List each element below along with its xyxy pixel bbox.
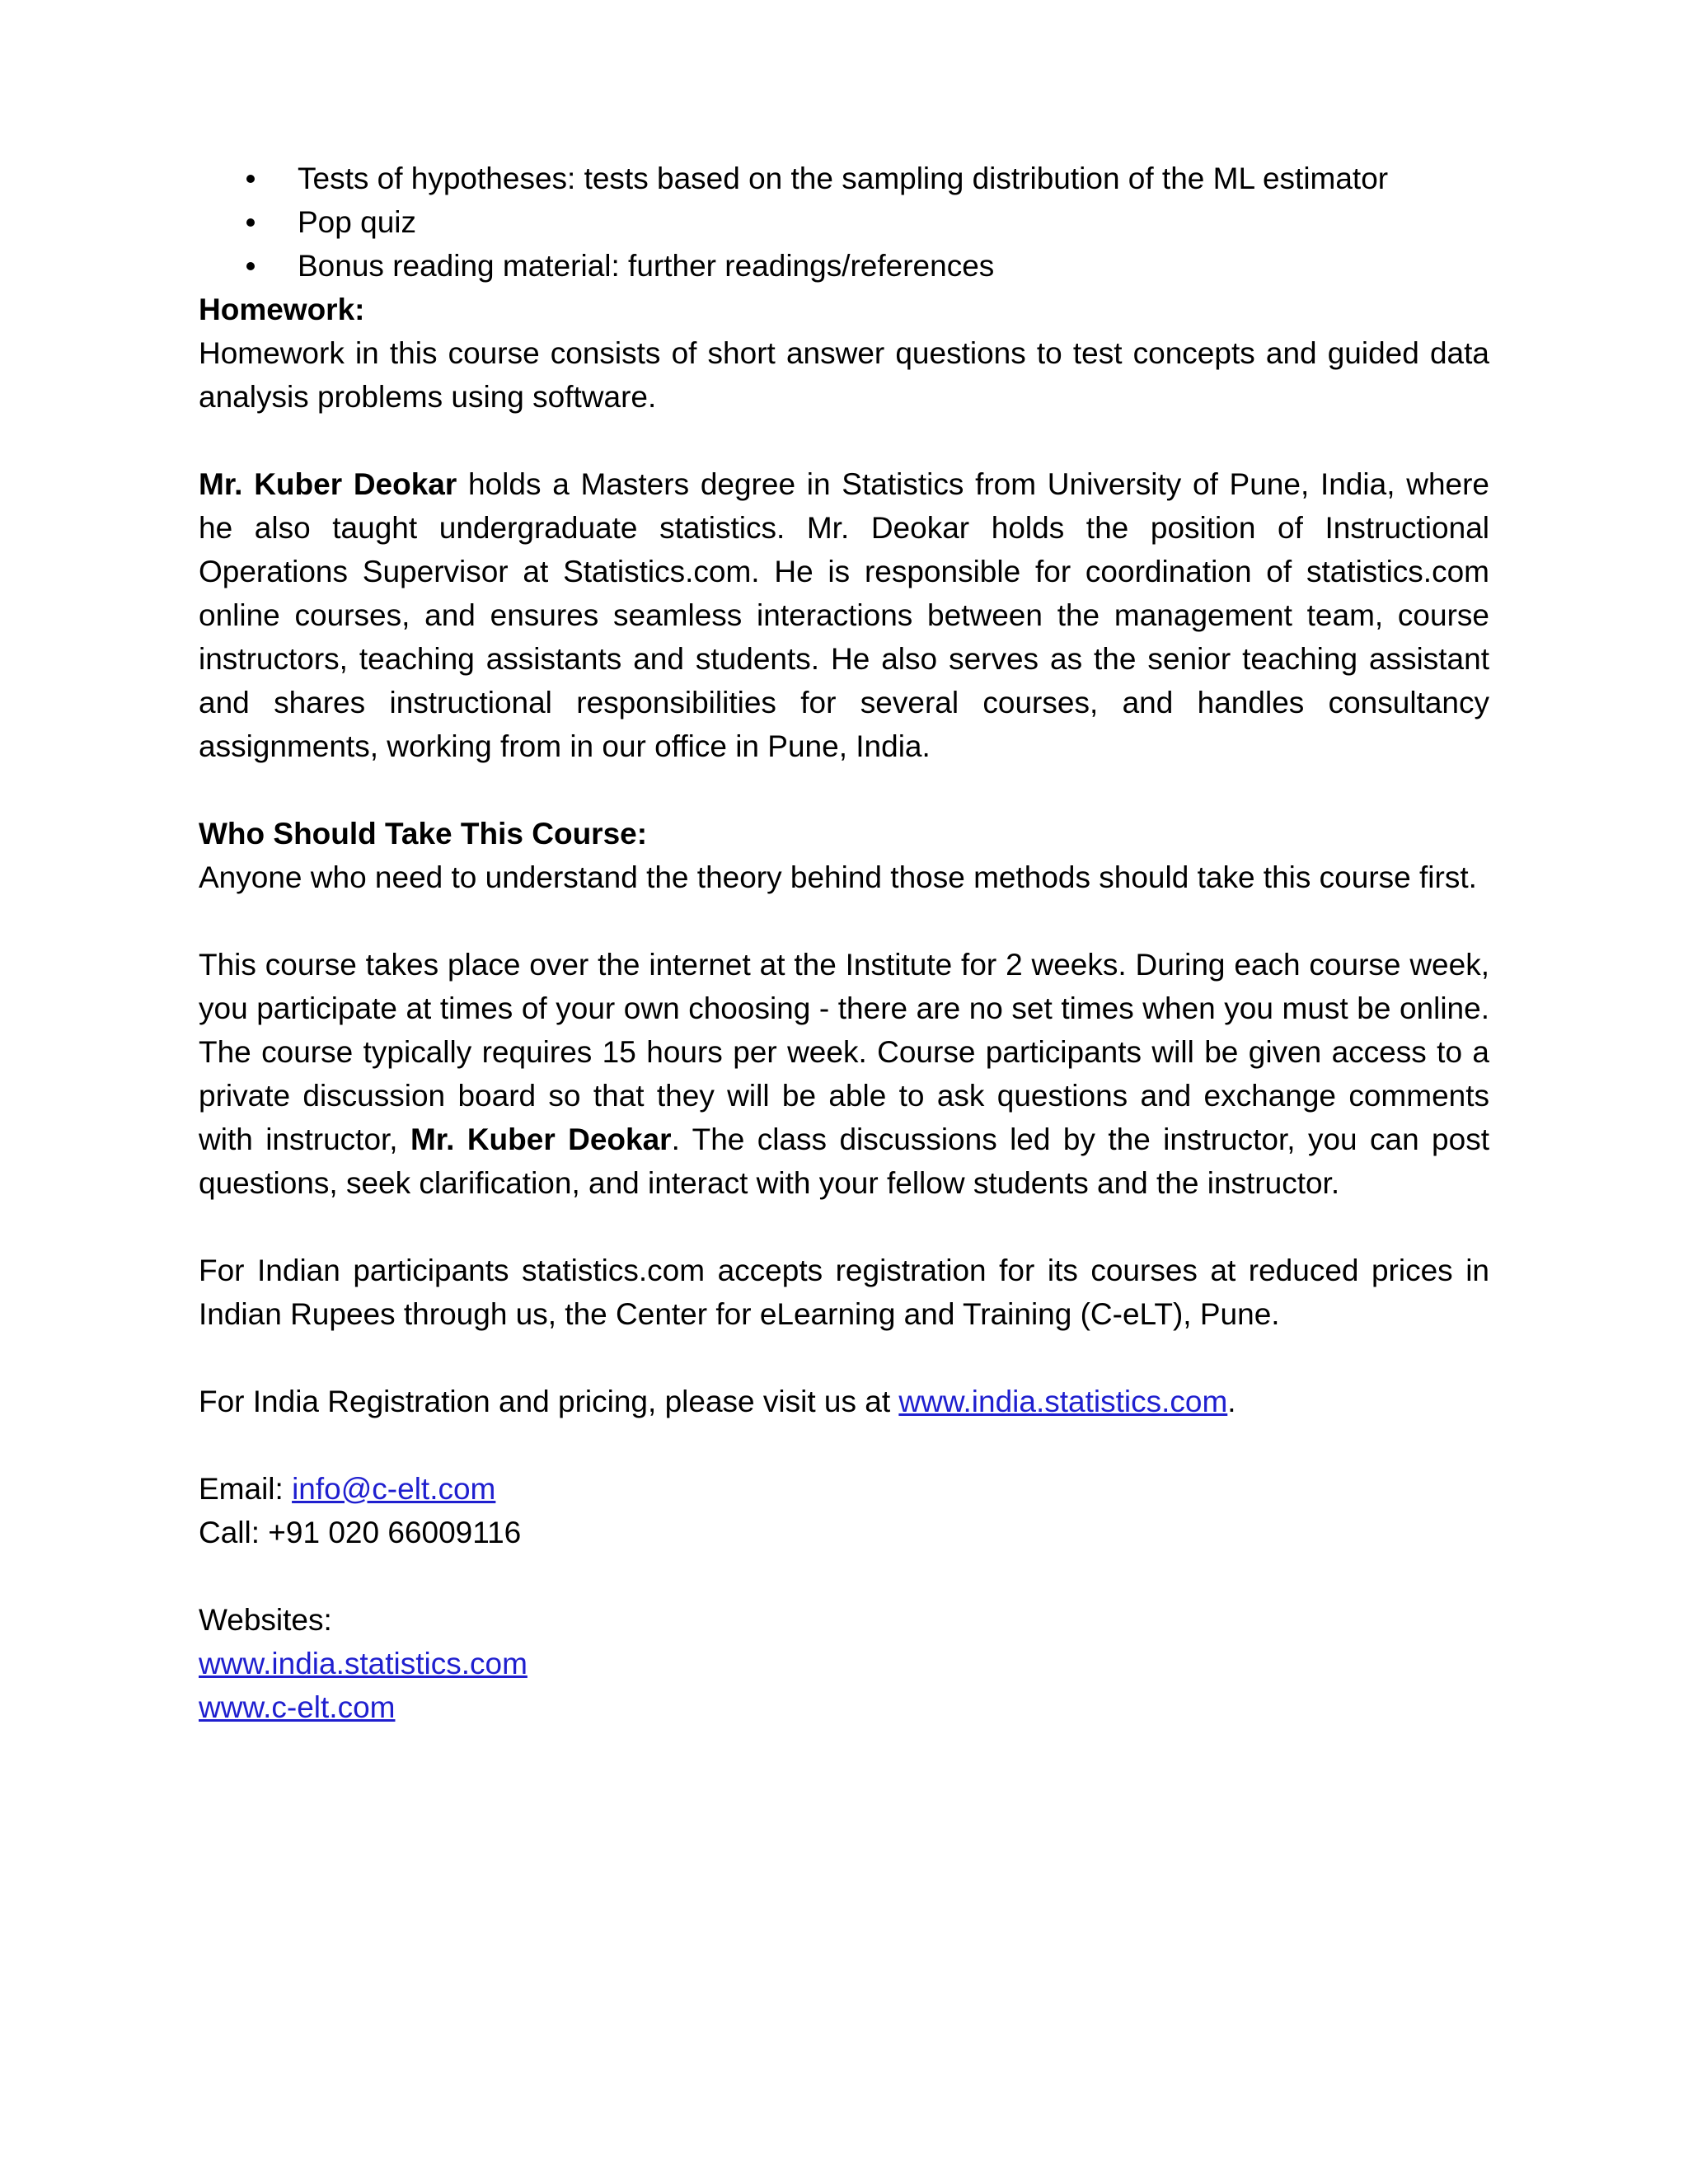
topic-bullet-list xyxy=(199,157,1489,288)
list-item-text: Bonus reading material: further readings/references xyxy=(298,249,995,283)
audience-text: Anyone who need to understand the theory behind those methods should take this course first. xyxy=(199,860,1477,894)
website-link-c-elt[interactable]: www.c-elt.com xyxy=(199,1690,396,1724)
audience-section xyxy=(199,812,1489,899)
bullet-icon xyxy=(246,218,255,227)
format-instructor-name: Mr. Kuber Deokar xyxy=(410,1122,672,1156)
websites-section xyxy=(199,1598,1489,1729)
format-text-before: This course takes place over the internet at the Institute for 2 weeks. During each course week, you participate at times of your own choosing - there are no set times when you must be online. The course typically requires 15 hours per week. Course participants will be given access to a private discussion board so that they will be able to ask questions and exchange comments with instructor, xyxy=(199,948,1489,1156)
phone-line: Call: +91 020 66009116 xyxy=(199,1516,522,1549)
registration-suffix: . xyxy=(1227,1385,1236,1418)
list-item-text: Pop quiz xyxy=(298,205,416,239)
format-text-after: . The class discussions led by the instructor, you can post questions, seek clarification, and interact with your fellow students and the instructor. xyxy=(199,1122,1489,1200)
homework-text: Homework in this course consists of short answer questions to test concepts and guided data analysis problems using software. xyxy=(199,336,1489,414)
instructor-bio xyxy=(199,462,1489,768)
document-page xyxy=(199,157,1489,1729)
indian-participants-paragraph: For Indian participants statistics.com accepts registration for its courses at reduced prices in Indian Rupees through us, the Center for eLearning and Training (C-eLT), Pune. xyxy=(199,1254,1489,1331)
course-format-paragraph xyxy=(199,943,1489,1205)
instructor-name: Mr. Kuber Deokar xyxy=(199,467,457,501)
list-item xyxy=(199,157,1489,200)
email-link[interactable]: info@c-elt.com xyxy=(292,1472,496,1506)
homework-heading: Homework: xyxy=(199,293,365,326)
audience-heading: Who Should Take This Course: xyxy=(199,817,648,851)
list-item xyxy=(199,200,1489,244)
email-label: Email: xyxy=(199,1472,293,1506)
bullet-icon xyxy=(246,262,255,270)
contact-section xyxy=(199,1467,1489,1554)
homework-section xyxy=(199,288,1489,419)
email-line xyxy=(199,1467,1489,1511)
list-item xyxy=(199,244,1489,288)
instructor-bio-text: holds a Masters degree in Statistics from University of Pune, India, where he also taught undergraduate statistics. Mr. Deokar holds the position of Instructional Operations Supervisor at Statistics.com. He is responsible for coordination of statistics.com online courses, and ensures seamless interactions between the management team, course instructors, teaching assistants and students. He also serves as the senior teaching assistant and shares instructional responsibilities for several courses, and handles consultancy assignments, working from in our office in Pune, India. xyxy=(199,467,1489,763)
website-line xyxy=(199,1642,1489,1685)
list-item-text: Tests of hypotheses: tests based on the sampling distribution of the ML estimator xyxy=(298,162,1389,195)
bullet-icon xyxy=(246,175,255,183)
registration-text: For India Registration and pricing, please visit us at xyxy=(199,1385,899,1418)
websites-heading: Websites: xyxy=(199,1603,332,1637)
registration-link[interactable]: www.india.statistics.com xyxy=(898,1385,1228,1418)
registration-paragraph xyxy=(199,1380,1489,1423)
website-line xyxy=(199,1685,1489,1729)
website-link-india-statistics[interactable]: www.india.statistics.com xyxy=(199,1647,528,1680)
